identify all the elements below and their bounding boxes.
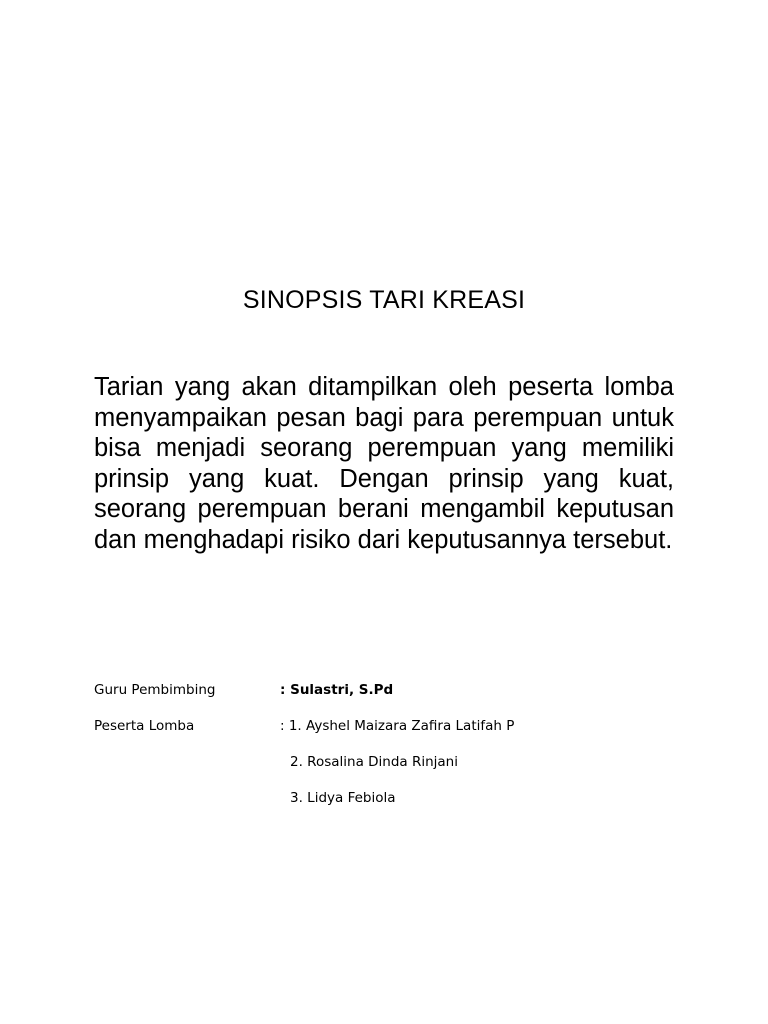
- synopsis-paragraph: Tarian yang akan ditampilkan oleh peserta lomba menyampaikan pesan bagi para perempuan untuk bisa menjadi seorang perempuan yang memiliki prinsip yang kuat. Dengan prinsip yang kuat, seorang perempuan berani mengambil keputusan dan menghadapi risiko dari keputusannya tersebut.: [94, 373, 674, 554]
- guru-row: [94, 682, 393, 698]
- guru-value: : Sulastri, S.Pd: [280, 682, 394, 698]
- peserta-item-3: 3. Lidya Febiola: [290, 790, 396, 806]
- peserta-item-1: : 1. Ayshel Maizara Zafira Latifah P: [280, 718, 515, 734]
- peserta-row: [94, 718, 514, 734]
- guru-label: Guru Pembimbing: [94, 682, 216, 698]
- document-title: SINOPSIS TARI KREASI: [242, 286, 526, 314]
- peserta-item-2: 2. Rosalina Dinda Rinjani: [290, 754, 458, 770]
- peserta-label: Peserta Lomba: [94, 718, 195, 734]
